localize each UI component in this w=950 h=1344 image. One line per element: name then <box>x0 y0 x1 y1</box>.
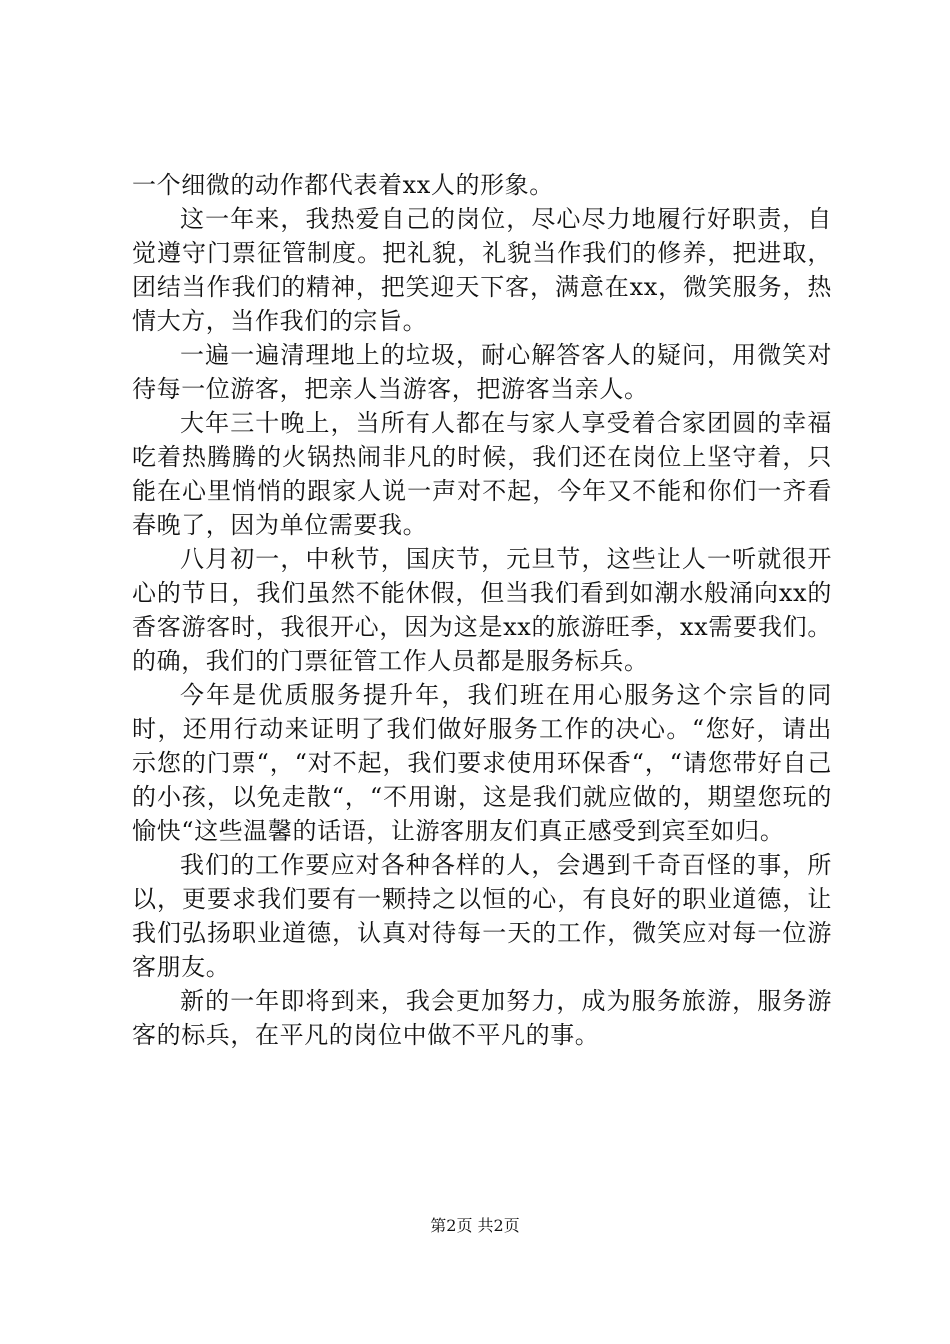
document-body <box>132 168 832 1052</box>
paragraph: 我们的工作要应对各种各样的人，会遇到千奇百怪的事，所以，更要求我们要有一颗持之以恒的心，有良好的职业道德，让我们弘扬职业道德，认真对待每一天的工作，微笑应对每一位游客朋友。 <box>132 851 832 981</box>
paragraph: 八月初一，中秋节，国庆节，元旦节，这些让人一听就很开心的节日，我们虽然不能休假，但当我们看到如潮水般涌向xx的香客游客时，我很开心，因为这是xx的旅游旺季，xx需要我们。的确，我们的门票征管工作人员都是服务标兵。 <box>132 545 832 675</box>
paragraph-continuation: 一个细微的动作都代表着xx人的形象。 <box>132 171 554 199</box>
paragraph: 一遍一遍清理地上的垃圾，耐心解答客人的疑问，用微笑对待每一位游客，把亲人当游客，把游客当亲人。 <box>132 341 832 403</box>
paragraph: 这一年来，我热爱自己的岗位，尽心尽力地履行好职责，自觉遵守门票征管制度。把礼貌，礼貌当作我们的修养，把进取，团结当作我们的精神，把笑迎天下客，满意在xx，微笑服务，热情大方，当作我们的宗旨。 <box>132 205 832 335</box>
paragraph: 大年三十晚上，当所有人都在与家人享受着合家团圆的幸福吃着热腾腾的火锅热闹非凡的时候，我们还在岗位上坚守着，只能在心里悄悄的跟家人说一声对不起，今年又不能和你们一齐看春晚了，因为单位需要我。 <box>132 409 832 539</box>
paragraph: 今年是优质服务提升年，我们班在用心服务这个宗旨的同时，还用行动来证明了我们做好服务工作的决心。“您好，请出示您的门票“，“对不起，我们要求使用环保香“，“请您带好自己的小孩，以免走散“，“不用谢，这是我们就应做的，期望您玩的愉快“这些温馨的话语，让游客朋友们真正感受到宾至如归。 <box>132 681 832 845</box>
paragraph: 新的一年即将到来，我会更加努力，成为服务旅游，服务游客的标兵，在平凡的岗位中做不平凡的事。 <box>132 987 832 1049</box>
page-number-footer: 第2页 共2页 <box>430 1216 520 1235</box>
